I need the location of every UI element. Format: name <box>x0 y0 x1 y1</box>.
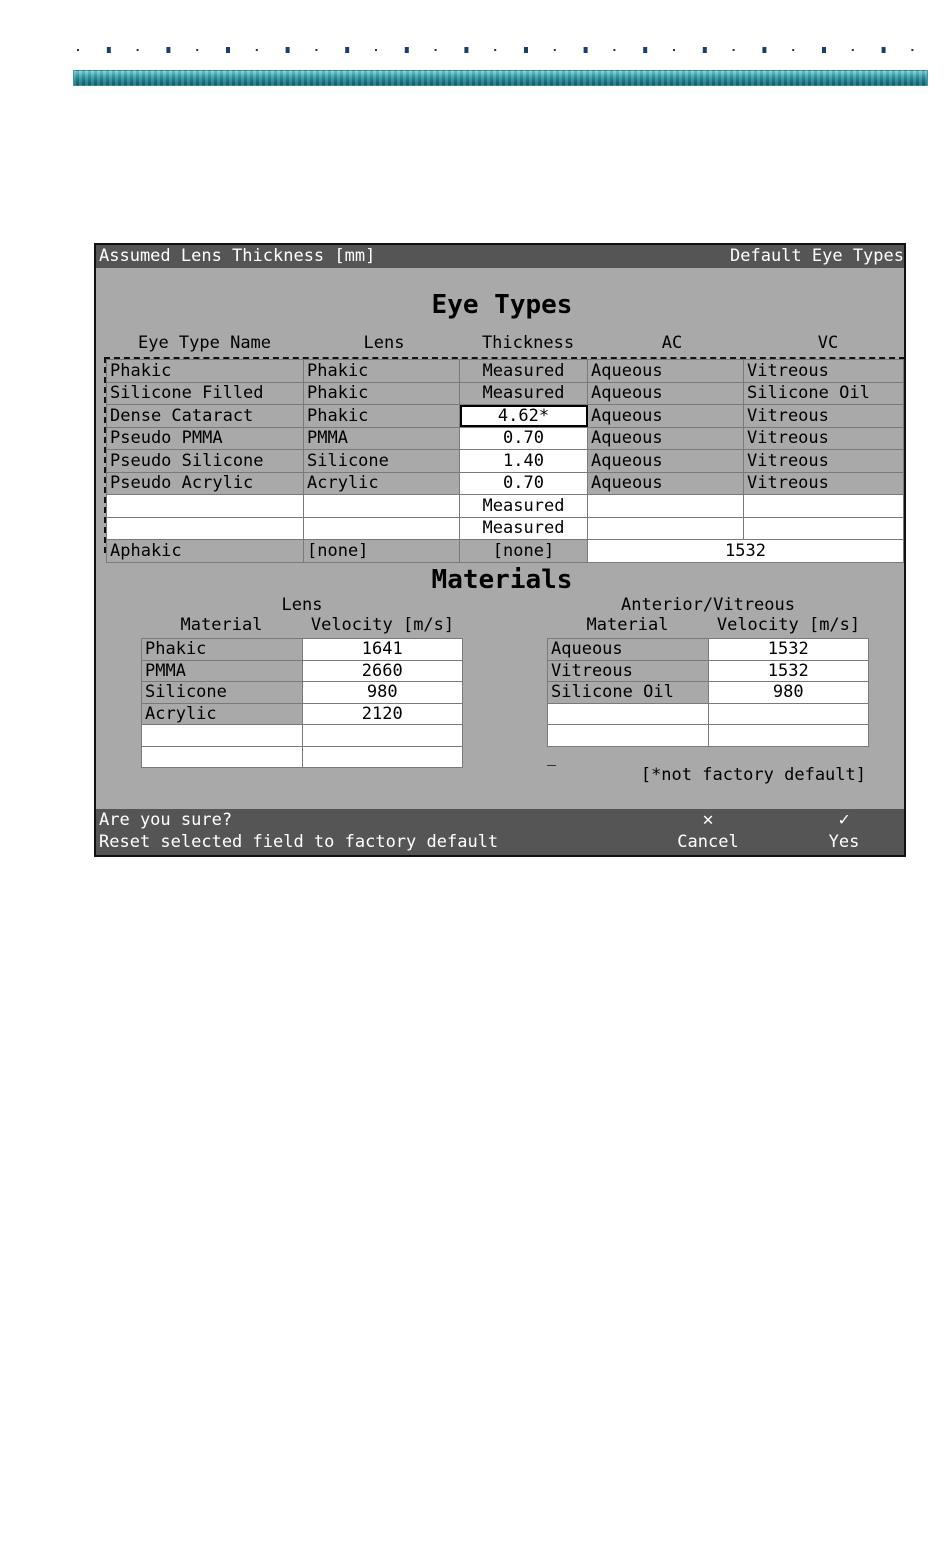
decorative-dot <box>911 49 913 51</box>
eye-type-vc-cell[interactable] <box>744 517 904 540</box>
decorative-dot <box>524 47 528 53</box>
eye-type-lens-cell[interactable] <box>304 517 460 540</box>
decorative-dot <box>584 47 588 53</box>
decorative-dot <box>613 49 615 51</box>
col-header-lens: Lens <box>363 333 405 353</box>
eye-type-ac-cell[interactable]: Aqueous <box>588 360 744 383</box>
decorative-dot <box>494 49 496 51</box>
material-name-cell[interactable]: Phakic <box>142 639 303 661</box>
decorative-dot <box>196 49 198 51</box>
eye-type-ac-cell[interactable]: Aqueous <box>588 472 744 495</box>
cancel-label: Cancel <box>677 832 739 852</box>
eye-type-lens-cell[interactable]: Phakic <box>304 382 460 405</box>
decorative-dot <box>673 49 675 51</box>
av-materials-heading: Anterior/Vitreous <box>621 595 795 615</box>
lens-materials-heading: Lens <box>281 595 323 615</box>
material-row[interactable] <box>548 725 869 747</box>
materials-title: Materials <box>431 565 573 595</box>
decorative-dot <box>226 47 230 53</box>
eye-type-row[interactable] <box>107 450 904 473</box>
col-header-vc: VC <box>817 333 839 353</box>
confirm-prompt: Are you sure? <box>99 810 233 830</box>
eye-type-row[interactable] <box>107 517 904 540</box>
eye-types-table-frame <box>104 357 905 561</box>
av-col-material: Material <box>586 615 669 635</box>
av-materials-table <box>547 638 869 747</box>
material-velocity-cell[interactable]: 1641 <box>302 639 463 661</box>
material-row[interactable] <box>142 703 463 725</box>
decorative-dot <box>464 47 468 53</box>
av-col-velocity: Velocity [m/s] <box>716 615 861 635</box>
material-velocity-cell[interactable]: 980 <box>302 682 463 704</box>
decorative-dot-row <box>73 44 928 56</box>
material-name-cell[interactable] <box>142 725 303 747</box>
eye-type-thickness-cell[interactable]: Measured <box>460 495 588 518</box>
decorative-dot <box>107 47 111 53</box>
eye-type-lens-cell[interactable]: Phakic <box>304 405 460 428</box>
confirm-message: Reset selected field to factory default <box>99 832 499 852</box>
screen-title: Assumed Lens Thickness [mm] <box>99 246 376 266</box>
decorative-dot <box>315 49 317 51</box>
screen-mode: Default Eye Types <box>730 246 904 266</box>
material-velocity-cell[interactable]: 1532 <box>708 660 869 682</box>
eye-type-name-cell[interactable] <box>107 495 304 518</box>
title-bar <box>96 245 904 268</box>
decorative-dot <box>733 49 735 51</box>
material-name-cell[interactable]: Vitreous <box>548 660 709 682</box>
material-row[interactable] <box>142 725 463 747</box>
eye-types-title: Eye Types <box>431 290 573 320</box>
eye-type-name-cell[interactable]: Aphakic <box>107 540 304 563</box>
decorative-dot <box>435 49 437 51</box>
material-row[interactable] <box>142 639 463 661</box>
material-row[interactable] <box>548 639 869 661</box>
col-header-eye-type-name: Eye Type Name <box>137 333 272 353</box>
eye-type-vc-cell[interactable]: Vitreous <box>744 450 904 473</box>
eye-type-name-cell[interactable]: Phakic <box>107 360 304 383</box>
material-name-cell[interactable] <box>548 703 709 725</box>
decorative-dot <box>77 49 79 51</box>
confirm-bar <box>96 809 904 855</box>
checkmark-icon: ✓ <box>838 809 850 830</box>
material-velocity-cell[interactable] <box>708 703 869 725</box>
decorative-dot <box>405 47 409 53</box>
material-velocity-cell[interactable]: 1532 <box>708 639 869 661</box>
material-velocity-cell[interactable]: 2660 <box>302 660 463 682</box>
material-name-cell[interactable] <box>548 725 709 747</box>
col-header-thickness: Thickness <box>481 333 575 353</box>
eye-type-name-cell[interactable] <box>107 517 304 540</box>
material-row[interactable] <box>142 746 463 768</box>
decorative-dot <box>792 49 794 51</box>
eye-type-name-cell[interactable]: Pseudo PMMA <box>107 427 304 450</box>
eye-type-row[interactable] <box>107 495 904 518</box>
eye-type-row[interactable] <box>107 382 904 405</box>
text-cursor <box>547 765 556 766</box>
eye-type-ac-cell[interactable] <box>588 495 744 518</box>
lens-col-velocity: Velocity [m/s] <box>310 615 455 635</box>
eye-type-vc-cell[interactable] <box>744 495 904 518</box>
decorative-dot <box>882 47 886 53</box>
material-name-cell[interactable]: Silicone <box>142 682 303 704</box>
material-name-cell[interactable]: Aqueous <box>548 639 709 661</box>
eye-type-row-aphakic[interactable] <box>107 540 904 563</box>
eye-type-thickness-cell[interactable]: [none] <box>460 540 588 563</box>
material-row[interactable] <box>142 682 463 704</box>
eye-type-name-cell[interactable]: Pseudo Acrylic <box>107 472 304 495</box>
eye-type-row[interactable] <box>107 427 904 450</box>
eye-type-ac-cell[interactable]: Aqueous <box>588 450 744 473</box>
material-velocity-cell[interactable]: 980 <box>708 682 869 704</box>
eye-type-lens-cell[interactable]: Acrylic <box>304 472 460 495</box>
decorative-dot <box>166 47 170 53</box>
eye-type-vc-cell[interactable]: Vitreous <box>744 360 904 383</box>
decorative-dot <box>375 49 377 51</box>
close-icon: ✕ <box>702 809 714 830</box>
eye-type-thickness-cell[interactable]: Measured <box>460 382 588 405</box>
eye-type-thickness-cell[interactable]: Measured <box>460 517 588 540</box>
material-row[interactable] <box>142 660 463 682</box>
eye-type-vc-cell[interactable]: Vitreous <box>744 427 904 450</box>
col-header-ac: AC <box>661 333 683 353</box>
eye-type-thickness-cell[interactable]: Measured <box>460 360 588 383</box>
material-name-cell[interactable] <box>142 746 303 768</box>
material-name-cell[interactable]: Acrylic <box>142 703 303 725</box>
material-velocity-cell[interactable] <box>708 725 869 747</box>
eye-type-vc-cell[interactable]: Vitreous <box>744 405 904 428</box>
decorative-dot <box>852 49 854 51</box>
eye-type-lens-cell[interactable]: [none] <box>304 540 460 563</box>
decorative-dot <box>822 47 826 53</box>
eye-type-thickness-cell[interactable]: 4.62* <box>460 405 588 428</box>
lens-materials-table <box>141 638 463 768</box>
material-row[interactable] <box>548 660 869 682</box>
eye-type-thickness-cell[interactable]: 0.70 <box>460 472 588 495</box>
decorative-dot <box>256 49 258 51</box>
eye-type-ac-cell[interactable]: Aqueous <box>588 405 744 428</box>
eye-type-lens-cell[interactable]: Silicone <box>304 450 460 473</box>
header-banner <box>73 70 928 86</box>
eye-type-row[interactable] <box>107 360 904 383</box>
material-row[interactable] <box>548 682 869 704</box>
aphakic-velocity-cell[interactable]: 1532 <box>588 540 904 563</box>
cancel-button[interactable] <box>663 809 753 855</box>
lens-col-material: Material <box>180 615 263 635</box>
decorative-dot <box>286 47 290 53</box>
eye-type-ac-cell[interactable]: Aqueous <box>588 427 744 450</box>
decorative-dot <box>345 47 349 53</box>
material-velocity-cell[interactable]: 2120 <box>302 703 463 725</box>
material-velocity-cell[interactable] <box>302 746 463 768</box>
eye-type-vc-cell[interactable]: Vitreous <box>744 472 904 495</box>
material-row[interactable] <box>548 703 869 725</box>
eye-type-lens-cell[interactable]: PMMA <box>304 427 460 450</box>
decorative-dot <box>137 49 139 51</box>
decorative-dot <box>703 47 707 53</box>
eye-type-vc-cell[interactable]: Silicone Oil <box>744 382 904 405</box>
decorative-dot <box>554 49 556 51</box>
factory-default-note: [*not factory default] <box>640 765 866 785</box>
eye-type-name-cell[interactable]: Dense Cataract <box>107 405 304 428</box>
eye-type-thickness-cell[interactable]: 0.70 <box>460 427 588 450</box>
material-velocity-cell[interactable] <box>302 725 463 747</box>
material-name-cell[interactable]: Silicone Oil <box>548 682 709 704</box>
decorative-dot <box>643 47 647 53</box>
eye-type-ac-cell[interactable] <box>588 517 744 540</box>
eye-types-table <box>106 359 904 563</box>
eye-type-row[interactable] <box>107 405 904 428</box>
decorative-dot <box>762 47 766 53</box>
eye-type-row[interactable] <box>107 472 904 495</box>
eye-type-lens-cell[interactable]: Phakic <box>304 360 460 383</box>
material-name-cell[interactable]: PMMA <box>142 660 303 682</box>
yes-button[interactable] <box>799 809 889 855</box>
eye-type-name-cell[interactable]: Pseudo Silicone <box>107 450 304 473</box>
eye-type-lens-cell[interactable] <box>304 495 460 518</box>
eye-type-name-cell[interactable]: Silicone Filled <box>107 382 304 405</box>
yes-label: Yes <box>828 832 860 852</box>
eye-type-thickness-cell[interactable]: 1.40 <box>460 450 588 473</box>
device-screen <box>94 243 906 857</box>
eye-type-ac-cell[interactable]: Aqueous <box>588 382 744 405</box>
